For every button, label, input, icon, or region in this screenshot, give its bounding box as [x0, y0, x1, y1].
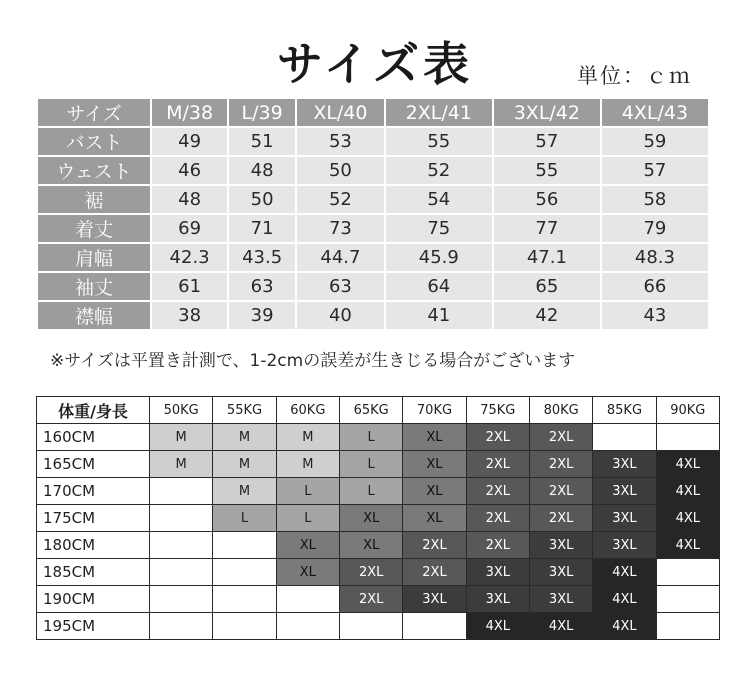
size-chart-cell: 44.7	[297, 244, 384, 271]
fit-chart-weight-header: 70KG	[403, 397, 466, 424]
fit-chart-cell: 2XL	[467, 505, 530, 532]
fit-chart-cell: 4XL	[530, 613, 593, 640]
size-chart-cell: 51	[229, 128, 295, 155]
fit-chart-cell: M	[150, 451, 213, 478]
fit-chart-cell	[213, 613, 276, 640]
size-chart-row	[38, 157, 708, 184]
fit-chart-cell: XL	[403, 505, 466, 532]
fit-chart-cell: 3XL	[593, 451, 656, 478]
fit-chart-cell: L	[213, 505, 276, 532]
fit-chart-cell: XL	[403, 424, 466, 451]
fit-chart-cell: 2XL	[467, 532, 530, 559]
fit-chart-cell: 3XL	[593, 532, 656, 559]
fit-chart-cell: 2XL	[403, 532, 466, 559]
size-chart-cell: 49	[152, 128, 227, 155]
fit-chart-cell	[657, 586, 720, 613]
fit-chart-header-row	[37, 397, 720, 424]
fit-chart-cell: L	[340, 478, 403, 505]
size-chart-cell: 52	[386, 157, 492, 184]
size-chart-header-cell: L/39	[229, 99, 295, 126]
size-chart-cell: 40	[297, 302, 384, 329]
fit-chart-cell: 2XL	[530, 505, 593, 532]
size-chart-row-label: 肩幅	[38, 244, 150, 271]
fit-chart-body	[37, 424, 720, 640]
size-chart-header-cell: M/38	[152, 99, 227, 126]
fit-chart-weight-header: 80KG	[530, 397, 593, 424]
fit-chart-cell: 3XL	[467, 586, 530, 613]
size-chart-cell: 48	[152, 186, 227, 213]
fit-chart-cell: 2XL	[530, 424, 593, 451]
fit-chart-cell: 2XL	[340, 586, 403, 613]
size-chart-cell: 39	[229, 302, 295, 329]
size-chart-cell: 65	[494, 273, 600, 300]
size-chart-cell: 45.9	[386, 244, 492, 271]
size-chart-row-label: 袖丈	[38, 273, 150, 300]
size-chart-cell: 42	[494, 302, 600, 329]
fit-chart-cell: 4XL	[467, 613, 530, 640]
size-chart-row-label: ウェスト	[38, 157, 150, 184]
fit-chart-cell: M	[150, 424, 213, 451]
unit-label: 単位：ｃｍ	[577, 64, 692, 88]
size-chart-header-cell: 4XL/43	[602, 99, 708, 126]
fit-chart-cell: 2XL	[530, 478, 593, 505]
size-chart-cell: 53	[297, 128, 384, 155]
measurement-note: ※サイズは平置き計測で、1-2cmの誤差が生きじる場合がございます	[50, 351, 576, 371]
fit-chart-row	[37, 613, 720, 640]
size-chart-cell: 47.1	[494, 244, 600, 271]
size-chart-cell: 48	[229, 157, 295, 184]
fit-chart-cell: 2XL	[530, 451, 593, 478]
size-chart-cell: 50	[229, 186, 295, 213]
fit-chart-weight-header: 55KG	[213, 397, 276, 424]
fit-chart-cell: XL	[403, 478, 466, 505]
fit-chart-cell: 2XL	[340, 559, 403, 586]
size-chart-cell: 71	[229, 215, 295, 242]
fit-chart-cell	[277, 586, 340, 613]
size-chart-cell: 63	[229, 273, 295, 300]
fit-chart-cell: L	[277, 505, 340, 532]
size-chart-row	[38, 128, 708, 155]
size-chart-row-label: バスト	[38, 128, 150, 155]
size-chart-cell: 56	[494, 186, 600, 213]
fit-chart-cell	[213, 559, 276, 586]
fit-chart-weight-header: 50KG	[150, 397, 213, 424]
fit-chart-height-label: 185CM	[37, 559, 150, 586]
fit-chart-height-label: 160CM	[37, 424, 150, 451]
fit-chart-cell	[150, 505, 213, 532]
fit-chart-height-label: 180CM	[37, 532, 150, 559]
fit-chart-cell: M	[213, 478, 276, 505]
size-chart-cell: 55	[386, 128, 492, 155]
fit-chart-weight-header: 85KG	[593, 397, 656, 424]
fit-chart-cell: XL	[340, 505, 403, 532]
fit-chart-height-label: 195CM	[37, 613, 150, 640]
fit-chart-cell: M	[277, 451, 340, 478]
fit-chart-weight-header: 90KG	[657, 397, 720, 424]
size-chart-cell: 43.5	[229, 244, 295, 271]
size-chart-cell: 57	[602, 157, 708, 184]
size-chart-cell: 54	[386, 186, 492, 213]
fit-chart-cell: XL	[403, 451, 466, 478]
fit-chart-cell: L	[340, 451, 403, 478]
fit-chart-cell: 3XL	[530, 532, 593, 559]
fit-chart-cell: XL	[340, 532, 403, 559]
size-chart-header-row	[38, 99, 708, 126]
fit-chart-row	[37, 559, 720, 586]
fit-chart-height-label: 190CM	[37, 586, 150, 613]
size-chart-cell: 48.3	[602, 244, 708, 271]
size-chart-cell: 52	[297, 186, 384, 213]
size-chart-cell: 73	[297, 215, 384, 242]
size-chart-cell: 43	[602, 302, 708, 329]
fit-chart-height-label: 175CM	[37, 505, 150, 532]
size-chart-cell: 79	[602, 215, 708, 242]
fit-chart-cell	[403, 613, 466, 640]
fit-chart-cell: 3XL	[593, 505, 656, 532]
fit-chart-corner: 体重/身長	[37, 397, 150, 424]
fit-chart-height-label: 170CM	[37, 478, 150, 505]
fit-chart-cell: 2XL	[403, 559, 466, 586]
size-chart-cell: 38	[152, 302, 227, 329]
size-chart-cell: 57	[494, 128, 600, 155]
fit-chart-table	[36, 396, 720, 640]
size-chart-table	[36, 97, 710, 331]
fit-chart-cell: L	[277, 478, 340, 505]
size-chart-header-cell: 2XL/41	[386, 99, 492, 126]
size-chart-cell: 58	[602, 186, 708, 213]
fit-chart-cell	[150, 478, 213, 505]
size-chart-row	[38, 244, 708, 271]
size-chart-cell: 66	[602, 273, 708, 300]
fit-chart-cell	[213, 586, 276, 613]
fit-chart-weight-header: 75KG	[467, 397, 530, 424]
size-chart-cell: 63	[297, 273, 384, 300]
size-chart-row-label: 裾	[38, 186, 150, 213]
fit-chart-height-label: 165CM	[37, 451, 150, 478]
fit-chart-cell	[150, 613, 213, 640]
fit-chart-row	[37, 586, 720, 613]
size-chart-cell: 50	[297, 157, 384, 184]
fit-chart-cell: 4XL	[593, 586, 656, 613]
fit-chart-cell: 4XL	[657, 505, 720, 532]
fit-chart-cell: 2XL	[467, 451, 530, 478]
fit-chart-cell: 3XL	[530, 559, 593, 586]
fit-chart-cell: XL	[277, 532, 340, 559]
size-chart-cell: 69	[152, 215, 227, 242]
size-chart-cell: 64	[386, 273, 492, 300]
size-chart-row	[38, 215, 708, 242]
fit-chart-cell	[657, 424, 720, 451]
fit-chart-row	[37, 424, 720, 451]
fit-chart-cell: XL	[277, 559, 340, 586]
size-chart-row-label: 着丈	[38, 215, 150, 242]
size-chart-row	[38, 273, 708, 300]
fit-chart-cell	[150, 586, 213, 613]
size-chart-body	[38, 128, 708, 329]
fit-chart-row	[37, 451, 720, 478]
fit-chart-cell	[277, 613, 340, 640]
size-chart-cell: 42.3	[152, 244, 227, 271]
fit-chart-cell: 2XL	[467, 424, 530, 451]
fit-chart-cell: M	[213, 451, 276, 478]
page-title: サイズ表	[276, 37, 474, 91]
fit-chart-weight-header: 65KG	[340, 397, 403, 424]
size-chart-cell: 77	[494, 215, 600, 242]
fit-chart-cell	[150, 559, 213, 586]
size-chart-cell: 59	[602, 128, 708, 155]
fit-chart-cell	[340, 613, 403, 640]
fit-chart-cell: 3XL	[530, 586, 593, 613]
fit-chart-cell: 4XL	[657, 532, 720, 559]
fit-chart-cell: 4XL	[657, 451, 720, 478]
fit-chart-cell: 3XL	[467, 559, 530, 586]
fit-chart-cell	[150, 532, 213, 559]
fit-chart-cell: 3XL	[403, 586, 466, 613]
fit-chart-row	[37, 478, 720, 505]
size-chart-header-cell: 3XL/42	[494, 99, 600, 126]
fit-chart-cell: 2XL	[467, 478, 530, 505]
fit-chart-cell: M	[277, 424, 340, 451]
size-chart-header-cell: サイズ	[38, 99, 150, 126]
fit-chart-cell: 4XL	[657, 478, 720, 505]
fit-chart-row	[37, 505, 720, 532]
size-chart-cell: 75	[386, 215, 492, 242]
size-chart-cell: 46	[152, 157, 227, 184]
size-chart-cell: 41	[386, 302, 492, 329]
fit-chart-cell: 4XL	[593, 559, 656, 586]
size-chart-cell: 61	[152, 273, 227, 300]
fit-chart-cell: L	[340, 424, 403, 451]
size-chart-row-label: 襟幅	[38, 302, 150, 329]
size-chart-header-cell: XL/40	[297, 99, 384, 126]
fit-chart-cell	[657, 559, 720, 586]
fit-chart-cell	[657, 613, 720, 640]
size-chart-row	[38, 186, 708, 213]
fit-chart-cell	[593, 424, 656, 451]
fit-chart-cell	[213, 532, 276, 559]
fit-chart-cell: 3XL	[593, 478, 656, 505]
fit-chart-cell: M	[213, 424, 276, 451]
size-chart-cell: 55	[494, 157, 600, 184]
fit-chart-weight-header: 60KG	[277, 397, 340, 424]
size-chart-row	[38, 302, 708, 329]
fit-chart-row	[37, 532, 720, 559]
fit-chart-cell: 4XL	[593, 613, 656, 640]
